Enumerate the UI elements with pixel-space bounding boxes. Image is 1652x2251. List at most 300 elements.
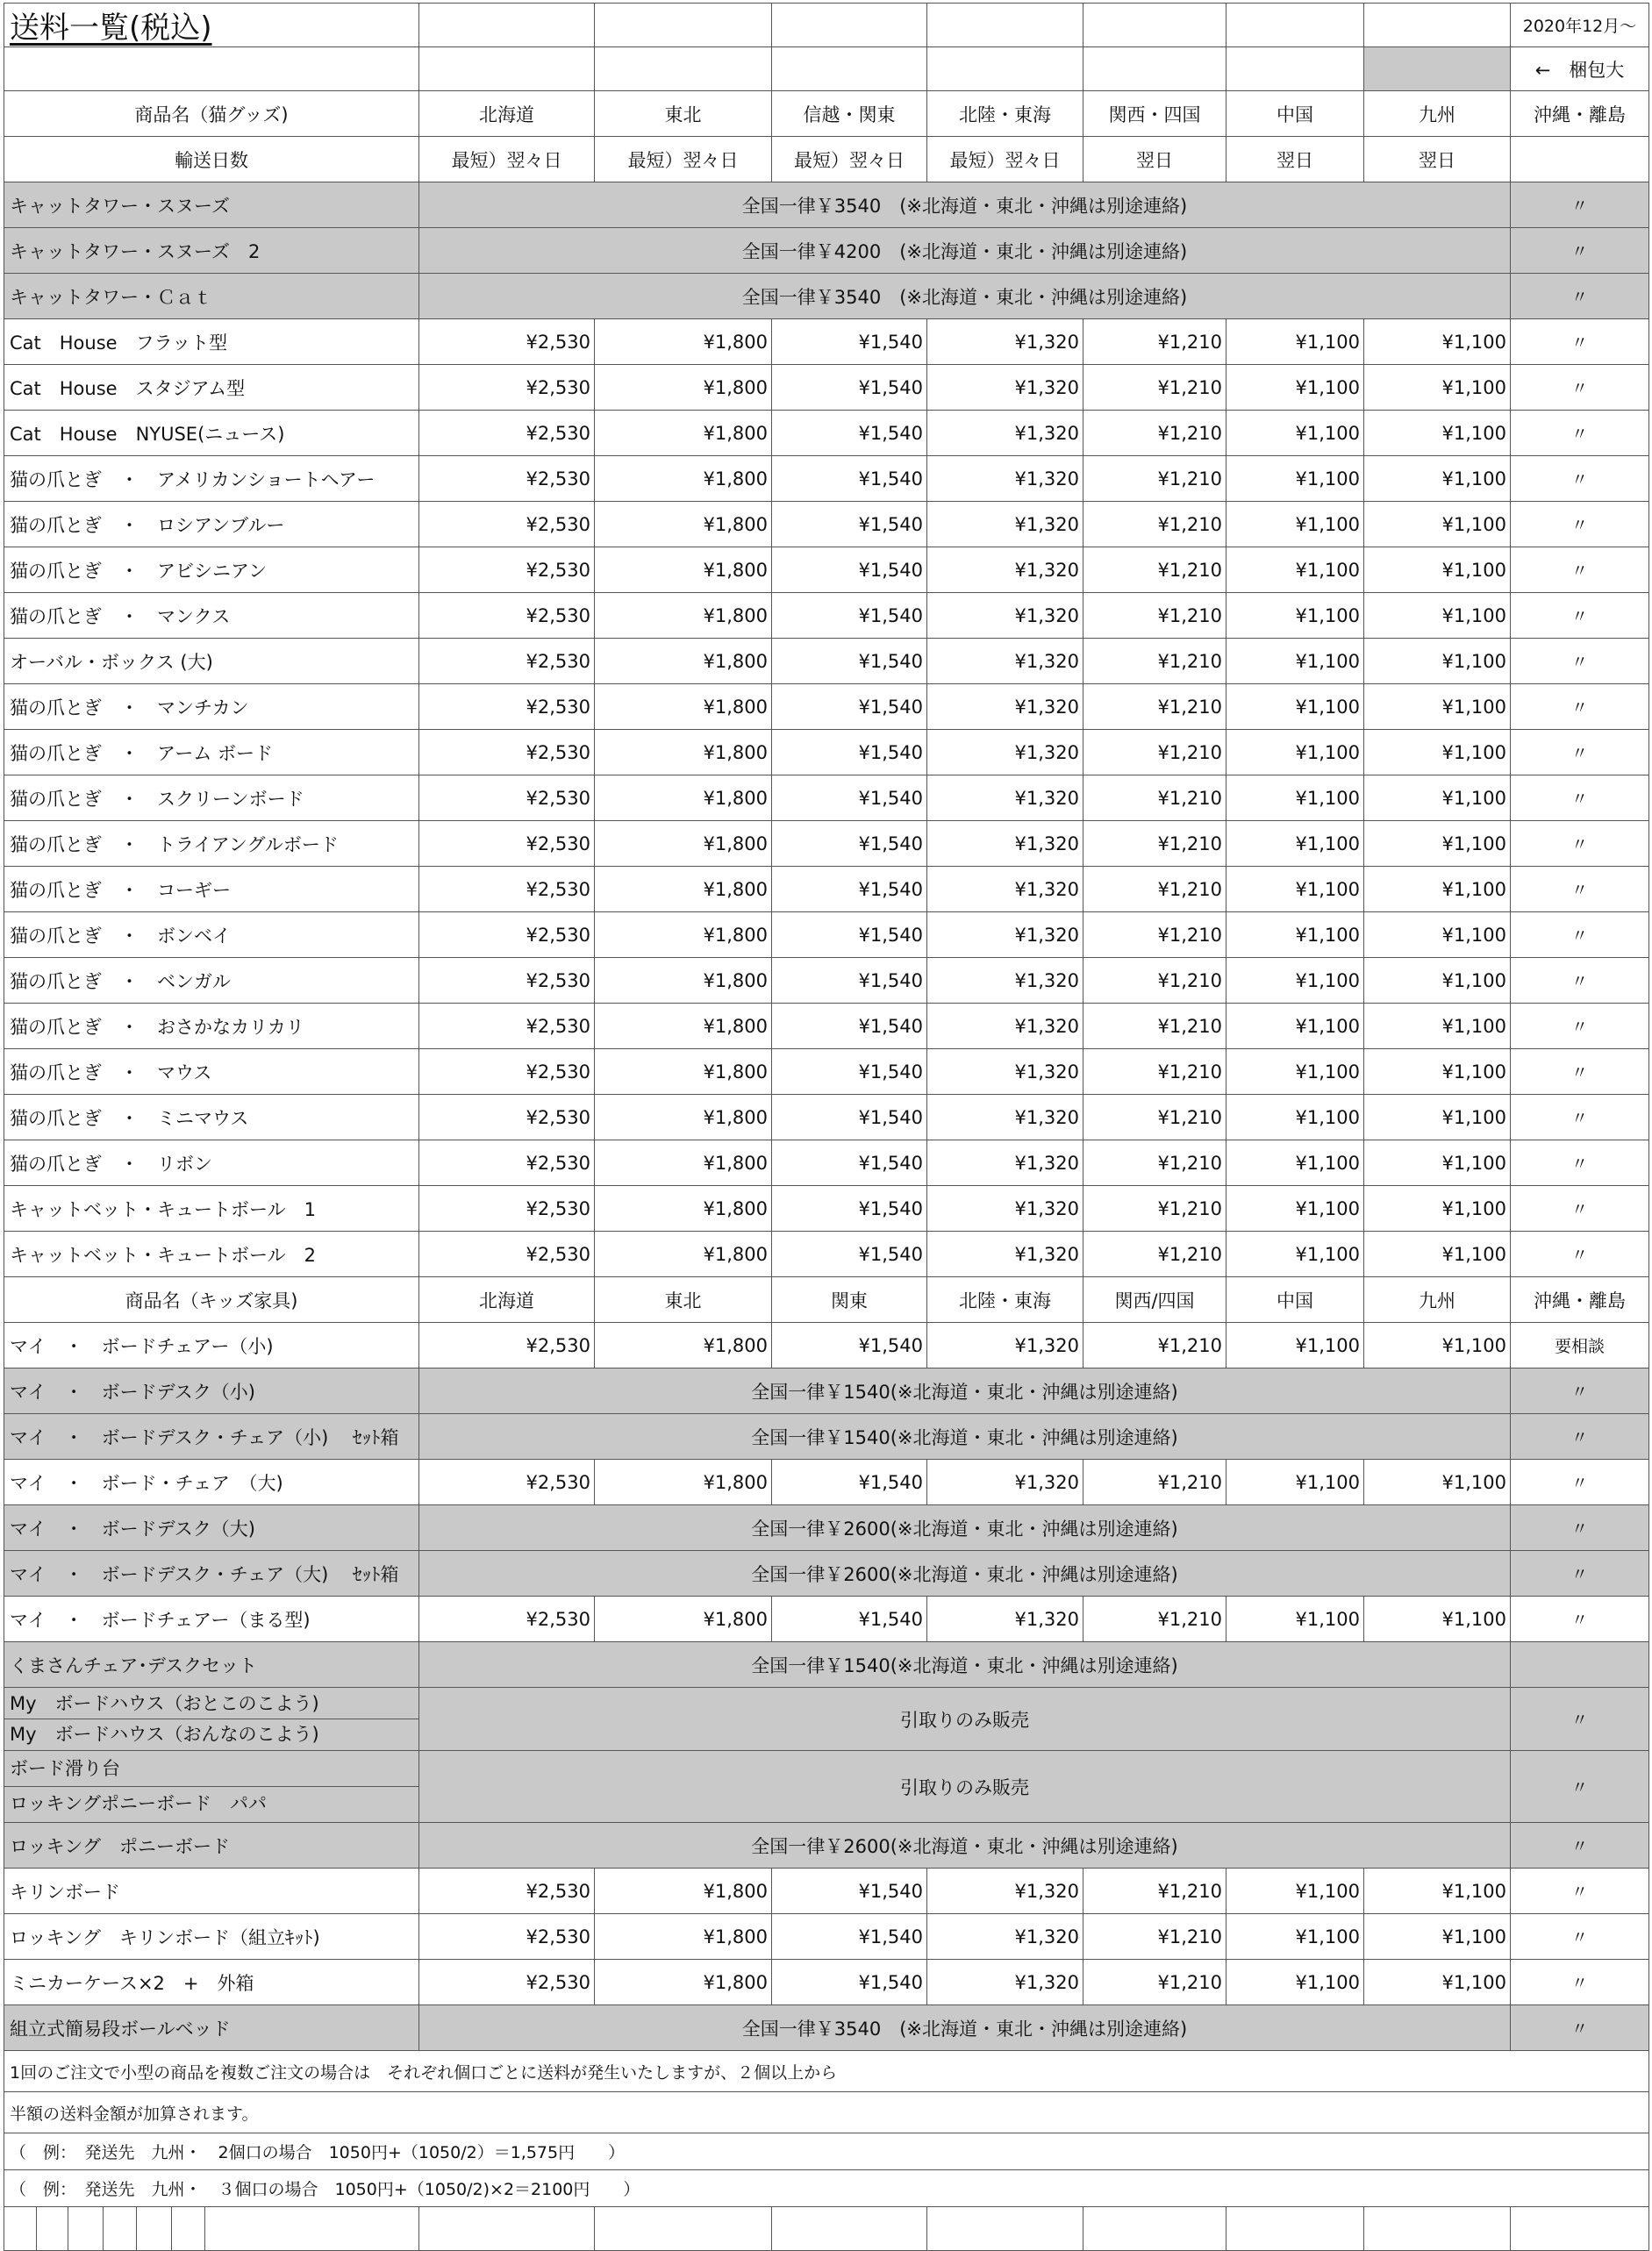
rate-cell: ¥1,320 [927, 1232, 1083, 1277]
okinawa-rate: 〃 [1511, 867, 1649, 912]
product-name: My ボードハウス（おんなのこよう) [4, 1719, 418, 1749]
rate-cell: ¥1,800 [595, 1914, 772, 1960]
rate-cell: ¥1,100 [1226, 1186, 1364, 1232]
table-row [4, 2170, 1649, 2207]
column-header-name: 商品名（猫グッズ) [4, 91, 419, 137]
product-name: My ボードハウス（おとこのこよう) [10, 1693, 319, 1714]
table-row [4, 958, 1649, 1004]
pickup-only-note: 引取りのみ販売 [419, 1751, 1511, 1823]
okinawa-rate: 〃 [1511, 319, 1649, 365]
product-name: 猫の爪とぎ ・ ロシアンブルー [4, 502, 419, 547]
table-row [4, 91, 1649, 137]
rate-cell: ¥1,100 [1226, 365, 1364, 411]
rate-cell: ¥1,100 [1226, 1597, 1364, 1642]
rate-cell: ¥1,540 [772, 912, 927, 958]
footnote: （ 例： 発送先 九州・ ３個口の場合 1050円+（1050/2)×2＝2100円 ） [4, 2170, 1649, 2207]
okinawa-rate: 〃 [1511, 730, 1649, 775]
rate-cell: ¥1,100 [1226, 547, 1364, 593]
rate-cell: ¥1,100 [1364, 319, 1511, 365]
rate-cell: ¥1,100 [1226, 1095, 1364, 1140]
rate-cell: ¥1,210 [1083, 958, 1226, 1004]
rate-cell: ¥1,210 [1083, 1960, 1226, 2005]
table-row [4, 228, 1649, 274]
rate-cell: ¥2,530 [419, 1914, 595, 1960]
rate-cell: ¥1,800 [595, 502, 772, 547]
rate-cell: ¥1,800 [595, 1960, 772, 2005]
transit-days-cell: 最短）翌々日 [419, 137, 595, 182]
column-header-region: 北陸・東海 [927, 91, 1083, 137]
rate-cell: ¥1,320 [927, 775, 1083, 821]
rate-cell: ¥1,210 [1083, 1460, 1226, 1505]
table-row [4, 1049, 1649, 1095]
rate-cell: ¥2,530 [419, 1960, 595, 2005]
okinawa-rate: 〃 [1511, 456, 1649, 502]
legend-label: ← 梱包大 [1511, 47, 1649, 91]
rate-cell: ¥1,800 [595, 547, 772, 593]
rate-cell: ¥1,800 [595, 456, 772, 502]
rate-cell: ¥1,210 [1083, 639, 1226, 684]
table-row [4, 1186, 1649, 1232]
flat-rate-note: 全国一律￥4200 (※北海道・東北・沖縄は別途連絡) [419, 228, 1511, 274]
product-name-group [4, 1688, 419, 1751]
product-name: マイ ・ ボードデスク（小) [4, 1368, 419, 1414]
product-name: マイ ・ ボードデスク・チェア（大) ｾｯﾄ箱 [4, 1551, 419, 1597]
rate-cell: ¥1,320 [927, 1597, 1083, 1642]
column-header-name: 商品名（キッズ家具) [4, 1277, 419, 1323]
transit-days-cell: 最短）翌々日 [927, 137, 1083, 182]
rate-cell: ¥1,320 [927, 684, 1083, 730]
table-row [4, 1460, 1649, 1505]
table-row [4, 1960, 1649, 2005]
rate-cell: ¥1,800 [595, 1597, 772, 1642]
rate-cell: ¥1,540 [772, 319, 927, 365]
flat-rate-note: 全国一律￥2600(※北海道・東北・沖縄は別途連絡) [419, 1823, 1511, 1869]
rate-cell: ¥1,320 [927, 1095, 1083, 1140]
okinawa-rate: 〃 [1511, 1232, 1649, 1277]
rate-cell: ¥1,210 [1083, 1140, 1226, 1186]
transit-days-label: 輸送日数 [4, 137, 419, 182]
column-header-region: 信越・関東 [772, 91, 927, 137]
rate-cell: ¥1,800 [595, 319, 772, 365]
table-row [4, 1414, 1649, 1460]
footnote: （ 例： 発送先 九州・ 2個口の場合 1050円+（1050/2）＝1,575円 ） [4, 2133, 1649, 2170]
rate-cell: ¥1,320 [927, 1186, 1083, 1232]
rate-cell: ¥1,540 [772, 1597, 927, 1642]
rate-cell: ¥1,100 [1364, 365, 1511, 411]
rate-cell: ¥1,540 [772, 502, 927, 547]
product-name: 猫の爪とぎ ・ ミニマウス [4, 1095, 419, 1140]
okinawa-rate: 〃 [1511, 1140, 1649, 1186]
rate-cell: ¥1,100 [1364, 1095, 1511, 1140]
table-row [4, 1751, 1649, 1823]
product-name: キャットタワー・Ｃａｔ [4, 274, 419, 319]
empty-cell [1083, 2207, 1226, 2251]
table-row [4, 639, 1649, 684]
product-name: くまさんチェア･デスクセット [4, 1642, 419, 1688]
product-name: キャットベット・キュートボール 2 [4, 1232, 419, 1277]
rate-cell: ¥1,100 [1226, 411, 1364, 456]
column-header-region: 北海道 [419, 1277, 595, 1323]
table-row [4, 775, 1649, 821]
column-header-region: 九州 [1364, 91, 1511, 137]
okinawa-rate: 〃 [1511, 912, 1649, 958]
rate-cell: ¥1,100 [1364, 775, 1511, 821]
table-row [4, 1004, 1649, 1049]
rate-cell: ¥1,540 [772, 867, 927, 912]
rate-cell: ¥1,320 [927, 502, 1083, 547]
rate-cell: ¥1,800 [595, 775, 772, 821]
okinawa-rate: 〃 [1511, 547, 1649, 593]
okinawa-rate: 〃 [1511, 1049, 1649, 1095]
rate-cell: ¥1,800 [595, 1186, 772, 1232]
rate-cell: ¥1,100 [1226, 1460, 1364, 1505]
rate-cell: ¥1,540 [772, 1004, 927, 1049]
rate-cell: ¥1,100 [1226, 958, 1364, 1004]
flat-rate-note: 全国一律￥3540 (※北海道・東北・沖縄は別途連絡) [419, 2005, 1511, 2051]
rate-cell: ¥1,100 [1226, 456, 1364, 502]
rate-cell: ¥1,210 [1083, 319, 1226, 365]
rate-cell: ¥1,210 [1083, 1095, 1226, 1140]
transit-days-cell: 最短）翌々日 [595, 137, 772, 182]
rate-cell: ¥1,540 [772, 365, 927, 411]
rate-cell: ¥1,540 [772, 1232, 927, 1277]
table-row [4, 1642, 1649, 1688]
rate-cell: ¥2,530 [419, 547, 595, 593]
okinawa-rate: 〃 [1511, 1551, 1649, 1597]
rate-cell: ¥2,530 [419, 958, 595, 1004]
okinawa-rate: 〃 [1511, 821, 1649, 867]
rate-cell: ¥2,530 [419, 1004, 595, 1049]
rate-cell: ¥1,100 [1226, 684, 1364, 730]
rate-cell: ¥1,800 [595, 684, 772, 730]
okinawa-rate: 〃 [1511, 365, 1649, 411]
rate-cell: ¥2,530 [419, 1186, 595, 1232]
rate-cell: ¥1,100 [1364, 1869, 1511, 1914]
rate-cell: ¥1,100 [1364, 639, 1511, 684]
rate-cell: ¥1,800 [595, 1460, 772, 1505]
rate-cell: ¥1,100 [1364, 1049, 1511, 1095]
rate-cell: ¥1,210 [1083, 502, 1226, 547]
product-name: マイ ・ ボードデスク・チェア（小) ｾｯﾄ箱 [4, 1414, 419, 1460]
rate-cell: ¥1,540 [772, 547, 927, 593]
rate-cell: ¥2,530 [419, 912, 595, 958]
rate-cell: ¥1,210 [1083, 1597, 1226, 1642]
rate-cell: ¥1,320 [927, 867, 1083, 912]
product-name: マイ ・ ボードチェアー（小) [4, 1323, 419, 1368]
rate-cell: ¥1,100 [1364, 958, 1511, 1004]
rate-cell: ¥1,100 [1364, 1004, 1511, 1049]
rate-cell: ¥1,100 [1226, 593, 1364, 639]
table-row [4, 821, 1649, 867]
rate-cell: ¥1,100 [1364, 1140, 1511, 1186]
table-row [4, 137, 1649, 182]
rate-cell: ¥1,210 [1083, 867, 1226, 912]
product-name: キャットタワー・スヌーズ 2 [4, 228, 419, 274]
okinawa-rate: 〃 [1511, 1914, 1649, 1960]
rate-cell: ¥1,210 [1083, 411, 1226, 456]
column-header-region: 東北 [595, 91, 772, 137]
rate-cell: ¥1,100 [1364, 1460, 1511, 1505]
rate-cell: ¥1,800 [595, 1049, 772, 1095]
okinawa-rate: 〃 [1511, 502, 1649, 547]
okinawa-rate: 〃 [1511, 1095, 1649, 1140]
column-header-region: 北陸・東海 [927, 1277, 1083, 1323]
table-row [4, 2092, 1649, 2133]
rate-cell: ¥2,530 [419, 867, 595, 912]
rate-cell: ¥2,530 [419, 639, 595, 684]
shipping-rate-table [4, 3, 1649, 2251]
rate-cell: ¥1,800 [595, 912, 772, 958]
rate-cell: ¥1,540 [772, 1960, 927, 2005]
product-name: Cat House NYUSE(ニュース) [4, 411, 419, 456]
rate-cell: ¥1,210 [1083, 684, 1226, 730]
rate-cell: ¥1,100 [1226, 1869, 1364, 1914]
footnote: 1回のご注文で小型の商品を複数ご注文の場合は それぞれ個口ごとに送料が発生いたしますが、２個以上から [4, 2051, 1649, 2092]
product-name: ロッキング キリンボード（組立ｷｯﾄ) [4, 1914, 419, 1960]
okinawa-rate: 〃 [1511, 1823, 1649, 1869]
okinawa-rate: 〃 [1511, 1004, 1649, 1049]
pickup-only-note: 引取りのみ販売 [419, 1688, 1511, 1751]
empty-cell [419, 2207, 595, 2251]
rate-cell: ¥1,540 [772, 1323, 927, 1368]
rate-cell: ¥1,210 [1083, 593, 1226, 639]
column-header-region: 中国 [1226, 1277, 1364, 1323]
rate-cell: ¥1,320 [927, 1960, 1083, 2005]
rate-cell: ¥1,100 [1364, 867, 1511, 912]
okinawa-rate: 〃 [1511, 228, 1649, 274]
table-row [4, 1869, 1649, 1914]
table-row [4, 1323, 1649, 1368]
product-name: オーバル・ボックス (大) [4, 639, 419, 684]
table-row [4, 1505, 1649, 1551]
rate-cell: ¥2,530 [419, 775, 595, 821]
rate-cell: ¥1,540 [772, 1186, 927, 1232]
rate-cell: ¥1,210 [1083, 456, 1226, 502]
footnote: 半額の送料金額が加算されます。 [4, 2092, 1649, 2133]
column-header-region: 北海道 [419, 91, 595, 137]
table-row [4, 547, 1649, 593]
okinawa-rate: 〃 [1511, 182, 1649, 228]
rate-cell: ¥2,530 [419, 1140, 595, 1186]
rate-cell: ¥1,100 [1364, 411, 1511, 456]
rate-cell: ¥1,100 [1226, 319, 1364, 365]
rate-cell: ¥2,530 [419, 502, 595, 547]
product-name: 猫の爪とぎ ・ ボンベイ [4, 912, 419, 958]
rate-cell: ¥1,210 [1083, 1186, 1226, 1232]
rate-cell: ¥1,540 [772, 730, 927, 775]
product-name: マイ ・ ボード・チェア （大) [4, 1460, 419, 1505]
product-name: マイ ・ ボードチェアー（まる型) [4, 1597, 419, 1642]
table-row [4, 1140, 1649, 1186]
okinawa-rate: 〃 [1511, 1414, 1649, 1460]
rate-cell: ¥1,210 [1083, 821, 1226, 867]
grid-line [136, 2207, 137, 2250]
rate-cell: ¥1,540 [772, 411, 927, 456]
product-name: 猫の爪とぎ ・ おさかなカリカリ [4, 1004, 419, 1049]
rate-cell: ¥1,100 [1364, 1960, 1511, 2005]
product-name: 猫の爪とぎ ・ アーム ボード [4, 730, 419, 775]
product-name: キャットタワー・スヌーズ [4, 182, 419, 228]
flat-rate-note: 全国一律￥1540(※北海道・東北・沖縄は別途連絡) [419, 1368, 1511, 1414]
table-row [4, 684, 1649, 730]
product-name: Cat House フラット型 [4, 319, 419, 365]
rate-cell: ¥1,800 [595, 1323, 772, 1368]
table-body [4, 4, 1649, 2251]
empty-cell [772, 2207, 927, 2251]
rate-cell: ¥1,540 [772, 1140, 927, 1186]
rate-cell: ¥1,210 [1083, 730, 1226, 775]
grid-line [171, 2207, 172, 2250]
rate-cell: ¥1,100 [1364, 593, 1511, 639]
product-name: Cat House スタジアム型 [4, 365, 419, 411]
rate-cell: ¥1,800 [595, 593, 772, 639]
rate-cell: ¥1,100 [1226, 821, 1364, 867]
grid-line [36, 2207, 37, 2250]
table-row [4, 1277, 1649, 1323]
product-name: ロッキングポニーボード パパ [4, 1786, 418, 1821]
table-row [4, 1095, 1649, 1140]
table-row [4, 593, 1649, 639]
column-header-region: 中国 [1226, 91, 1364, 137]
rate-cell: ¥2,530 [419, 319, 595, 365]
rate-cell: ¥1,210 [1083, 775, 1226, 821]
table-row [4, 1368, 1649, 1414]
rate-cell: ¥1,210 [1083, 1232, 1226, 1277]
table-row [4, 2051, 1649, 2092]
flat-rate-note: 全国一律￥1540(※北海道・東北・沖縄は別途連絡) [419, 1642, 1511, 1688]
table-row [4, 1551, 1649, 1597]
okinawa-rate: 〃 [1511, 593, 1649, 639]
rate-cell: ¥1,100 [1364, 684, 1511, 730]
rate-cell: ¥2,530 [419, 593, 595, 639]
flat-rate-note: 全国一律￥2600(※北海道・東北・沖縄は別途連絡) [419, 1505, 1511, 1551]
table-row [4, 1914, 1649, 1960]
rate-cell: ¥1,100 [1364, 502, 1511, 547]
transit-days-cell: 翌日 [1083, 137, 1226, 182]
rate-cell: ¥1,800 [595, 821, 772, 867]
table-row [4, 867, 1649, 912]
rate-cell: ¥1,100 [1226, 639, 1364, 684]
table-row [4, 2207, 1649, 2251]
empty-cell [1364, 2207, 1511, 2251]
rate-cell: ¥1,320 [927, 1140, 1083, 1186]
rate-cell: ¥2,530 [419, 1597, 595, 1642]
rate-cell: ¥1,100 [1226, 1323, 1364, 1368]
legend-swatch [1364, 47, 1511, 91]
okinawa-rate: 〃 [1511, 411, 1649, 456]
rate-cell: ¥1,800 [595, 1232, 772, 1277]
rate-cell: ¥1,100 [1364, 456, 1511, 502]
product-name: マイ ・ ボードデスク（大) [4, 1505, 419, 1551]
rate-cell: ¥1,210 [1083, 547, 1226, 593]
rate-cell: ¥1,210 [1083, 1869, 1226, 1914]
okinawa-rate: 〃 [1511, 1597, 1649, 1642]
rate-cell: ¥1,800 [595, 1095, 772, 1140]
table-row [4, 1597, 1649, 1642]
product-name: キリンボード [4, 1869, 419, 1914]
rate-cell: ¥1,800 [595, 1869, 772, 1914]
rate-cell: ¥1,540 [772, 684, 927, 730]
transit-days-cell: 翌日 [1226, 137, 1364, 182]
rate-cell: ¥1,100 [1226, 730, 1364, 775]
rate-cell: ¥1,320 [927, 821, 1083, 867]
table-row [4, 411, 1649, 456]
okinawa-rate: 〃 [1511, 684, 1649, 730]
okinawa-rate: 〃 [1511, 958, 1649, 1004]
rate-cell: ¥1,100 [1226, 775, 1364, 821]
transit-days-cell [1511, 137, 1649, 182]
rate-cell: ¥1,100 [1226, 912, 1364, 958]
rate-cell: ¥1,540 [772, 1460, 927, 1505]
rate-cell: ¥2,530 [419, 1049, 595, 1095]
rate-cell: ¥1,100 [1364, 547, 1511, 593]
okinawa-rate: 〃 [1511, 1751, 1649, 1823]
rate-cell: ¥1,320 [927, 1004, 1083, 1049]
table-row [4, 274, 1649, 319]
product-name: 猫の爪とぎ ・ トライアングルボード [4, 821, 419, 867]
rate-cell: ¥1,540 [772, 1095, 927, 1140]
rate-cell: ¥1,100 [1364, 912, 1511, 958]
rate-cell: ¥1,100 [1226, 1960, 1364, 2005]
column-header-region: 九州 [1364, 1277, 1511, 1323]
rate-cell: ¥1,540 [772, 1914, 927, 1960]
effective-date: 2020年12月〜 [1511, 4, 1649, 47]
product-name: 猫の爪とぎ ・ コーギー [4, 867, 419, 912]
rate-cell: ¥1,210 [1083, 1049, 1226, 1095]
rate-cell: ¥1,100 [1364, 821, 1511, 867]
product-name: 猫の爪とぎ ・ スクリーンボード [4, 775, 419, 821]
rate-cell: ¥1,320 [927, 1323, 1083, 1368]
rate-cell: ¥1,320 [927, 411, 1083, 456]
rate-cell: ¥2,530 [419, 1232, 595, 1277]
rate-cell: ¥1,100 [1364, 1232, 1511, 1277]
table-row [4, 1823, 1649, 1869]
table-row [4, 2133, 1649, 2170]
rate-cell: ¥1,540 [772, 639, 927, 684]
empty-cell [1226, 2207, 1364, 2251]
rate-cell: ¥1,320 [927, 365, 1083, 411]
okinawa-rate: 〃 [1511, 1368, 1649, 1414]
rate-cell: ¥1,800 [595, 411, 772, 456]
product-name: ロッキング ポニーボード [4, 1823, 419, 1869]
rate-cell: ¥2,530 [419, 411, 595, 456]
product-name-group [4, 1751, 419, 1823]
rate-cell: ¥1,100 [1364, 1323, 1511, 1368]
rate-cell: ¥1,100 [1226, 502, 1364, 547]
rate-cell: ¥1,540 [772, 958, 927, 1004]
table-row [4, 2005, 1649, 2051]
rate-cell: ¥1,100 [1226, 1004, 1364, 1049]
okinawa-rate: 〃 [1511, 2005, 1649, 2051]
rate-cell: ¥2,530 [419, 456, 595, 502]
product-name: 組立式簡易段ボールベッド [4, 2005, 419, 2051]
table-row [4, 502, 1649, 547]
table-row [4, 912, 1649, 958]
rate-cell: ¥1,540 [772, 456, 927, 502]
rate-cell: ¥1,320 [927, 639, 1083, 684]
table-row [4, 1232, 1649, 1277]
table-row [4, 182, 1649, 228]
product-name: 猫の爪とぎ ・ マンクス [4, 593, 419, 639]
rate-cell: ¥1,320 [927, 1914, 1083, 1960]
rate-cell: ¥1,800 [595, 730, 772, 775]
product-name: ボード滑り台 [10, 1758, 120, 1779]
rate-cell: ¥2,530 [419, 1323, 595, 1368]
rate-cell: ¥1,320 [927, 456, 1083, 502]
rate-cell: ¥1,210 [1083, 1004, 1226, 1049]
rate-cell: ¥1,100 [1364, 1186, 1511, 1232]
okinawa-rate: 〃 [1511, 1688, 1649, 1751]
